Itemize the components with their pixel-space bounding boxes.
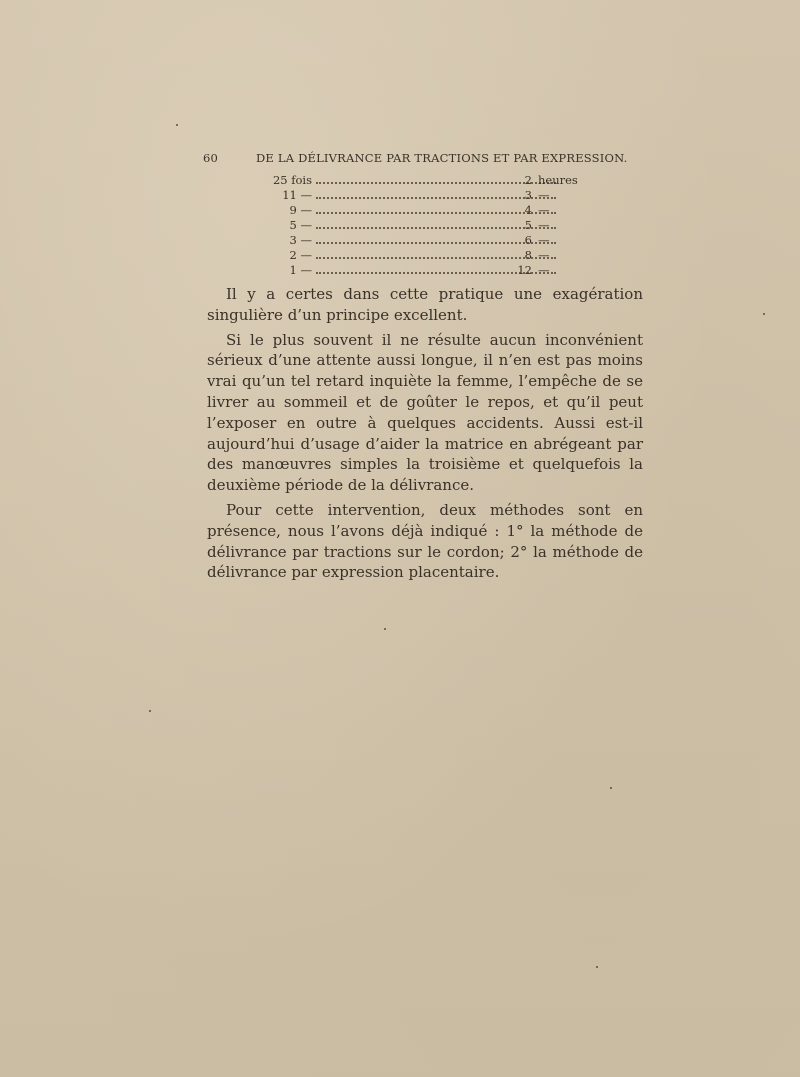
row-value: 5 bbox=[524, 218, 532, 232]
row-value: 12 bbox=[517, 263, 532, 277]
paper-speck bbox=[763, 313, 765, 315]
row-count: 11 — bbox=[282, 188, 312, 202]
row-unit: heures bbox=[538, 173, 578, 187]
table-row bbox=[260, 248, 570, 263]
body-text bbox=[207, 284, 643, 587]
row-unit: — bbox=[538, 188, 550, 202]
table-row bbox=[260, 173, 578, 188]
row-unit: — bbox=[538, 248, 550, 262]
row-value: 3 bbox=[524, 188, 532, 202]
row-unit: — bbox=[538, 233, 550, 247]
row-unit: — bbox=[538, 218, 550, 232]
row-count: 25 fois bbox=[272, 173, 312, 187]
table-row bbox=[260, 233, 570, 248]
duration-table bbox=[260, 173, 578, 278]
paper-speck bbox=[610, 787, 612, 789]
paragraph: Pour cette intervention, deux méthodes sont en présence, nous l’avons déjà indiqué : 1° la méthode de délivrance par tractions sur le cordon; 2° la méthode de délivrance par expression placentaire. bbox=[207, 500, 643, 582]
paper-speck bbox=[596, 966, 598, 968]
row-count: 9 — bbox=[289, 203, 312, 217]
row-value: 2 bbox=[524, 173, 532, 187]
paper-speck bbox=[176, 124, 178, 126]
row-value: 4 bbox=[524, 203, 532, 217]
table-row bbox=[260, 263, 570, 278]
row-count: 1 — bbox=[289, 263, 312, 277]
paragraph: Il y a certes dans cette pratique une exagération singulière d’un principe excellent. bbox=[207, 285, 643, 324]
running-head bbox=[203, 151, 628, 167]
table-row bbox=[260, 203, 570, 218]
row-value: 8 bbox=[524, 248, 532, 262]
row-unit: — bbox=[538, 203, 550, 217]
running-head-title: DE LA DÉLIVRANCE PAR TRACTIONS ET PAR EXPRESSION. bbox=[256, 151, 628, 165]
paper-speck bbox=[149, 710, 151, 712]
row-count: 2 — bbox=[289, 248, 312, 262]
table-row bbox=[260, 218, 570, 233]
row-value: 6 bbox=[524, 233, 532, 247]
row-unit: — bbox=[538, 263, 550, 277]
paragraph: Si le plus souvent il ne résulte aucun inconvénient sérieux d’une attente aussi longue, il n’en est pas moins vrai qu’un tel retard inquiète la femme, l’empêche de se livrer au sommeil et de goûter le repos, et qu’il peut l’exposer en outre à quelques accidents. Aussi est-il aujourd’hui d’usage d’aider la matrice en abrégeant par des manœuvres simples la troisième et quelquefois la deuxième période de la délivrance. bbox=[207, 330, 643, 495]
page-number: 60 bbox=[203, 151, 219, 165]
table-row bbox=[260, 188, 570, 203]
row-count: 3 — bbox=[289, 233, 312, 247]
paper-speck bbox=[384, 628, 386, 630]
row-count: 5 — bbox=[289, 218, 312, 232]
